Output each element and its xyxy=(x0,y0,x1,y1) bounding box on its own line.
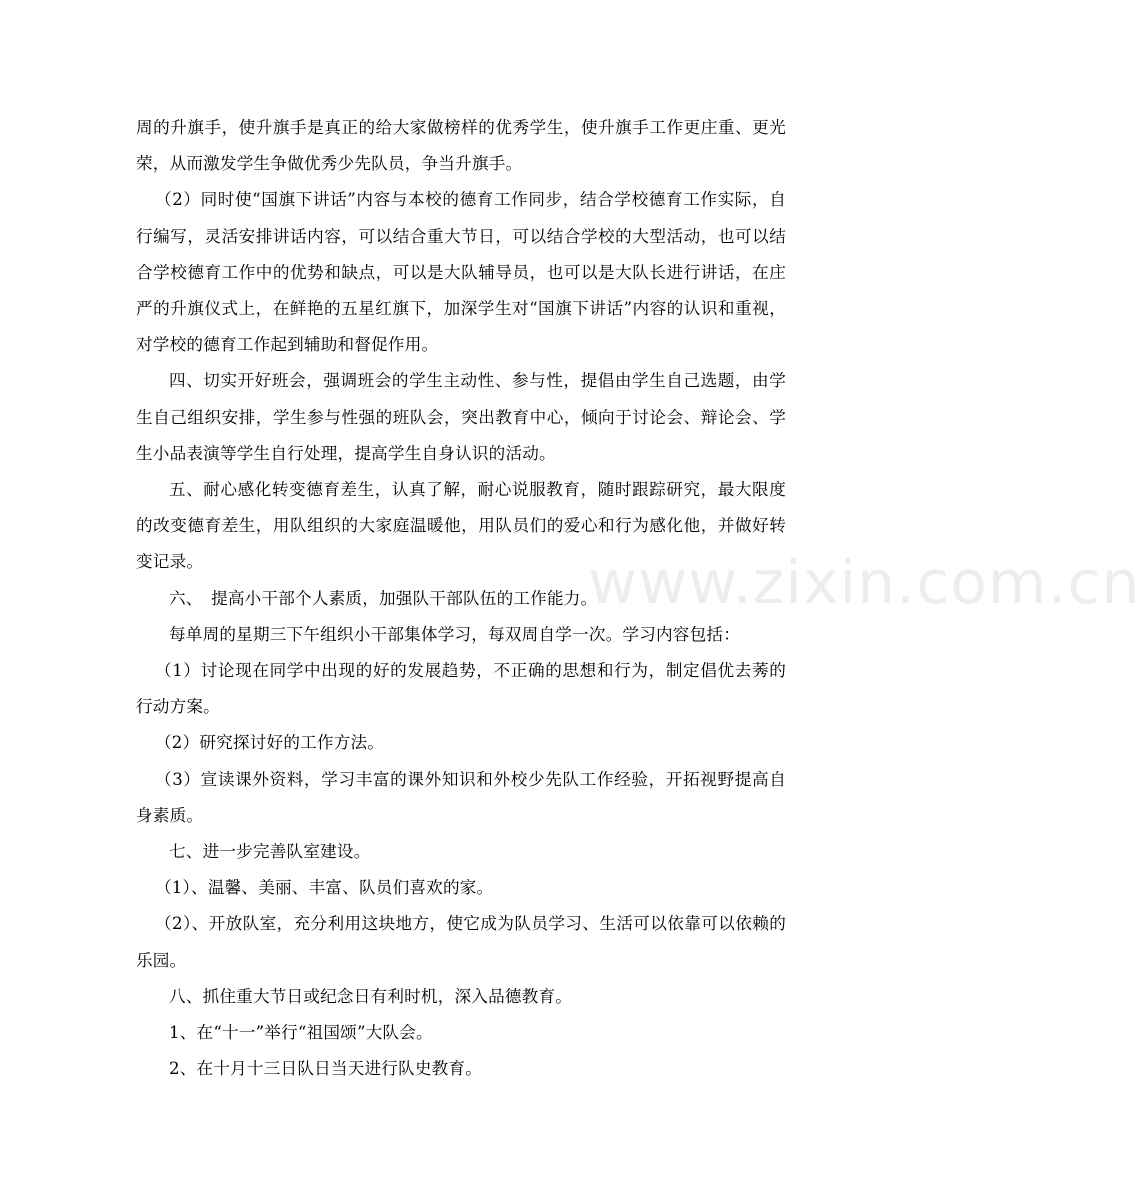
paragraph-item-3-reading: （3）宣读课外资料，学习丰富的课外知识和外校少先队工作经验，开拓视野提高自身素质。 xyxy=(136,769,786,825)
watermark: www.zixin.com.cn xyxy=(588,548,1140,618)
paragraph-section-seven: 七、进一步完善队室建设。 xyxy=(169,842,371,862)
paragraph-event-2: 2、在十月十三日队日当天进行队史教育。 xyxy=(169,1059,483,1079)
paragraph-speech-under-flag: （2）同时使“国旗下讲话”内容与本校的德育工作同步，结合学校德育工作实际，自行编写，灵活安排讲话内容，可以结合重大节日，可以结合学校的大型活动，也可以结合学校德育工作中的优势和缺点，可以是大队辅导员，也可以是大队长进行讲话，在庄严的升旗仪式上，在鲜艳的五星红旗下，加深学生对“国旗下讲话”内容的认识和重视，对学校的德育工作起到辅助和督促作用。 xyxy=(136,190,786,355)
paragraph-item-2-methods: （2）研究探讨好的工作方法。 xyxy=(155,733,385,753)
paragraph-room-item-2: （2）、开放队室，充分利用这块地方，使它成为队员学习、生活可以依靠可以依赖的乐园。 xyxy=(136,914,786,970)
paragraph-event-1: 1、在“十一”举行“祖国颂”大队会。 xyxy=(169,1023,433,1043)
paragraph-section-eight: 八、抓住重大节日或纪念日有利时机，深入品德教育。 xyxy=(169,986,573,1006)
paragraph-flag-bearer-continued: 周的升旗手，使升旗手是真正的给大家做榜样的优秀学生，使升旗手工作更庄重、更光荣，从而激发学生争做优秀少先队员，争当升旗手。 xyxy=(136,118,786,174)
paragraph-room-item-1: （1）、温馨、美丽、丰富、队员们喜欢的家。 xyxy=(155,878,494,898)
paragraph-section-four: 四、切实开好班会，强调班会的学生主动性、参与性，提倡由学生自己选题，由学生自己组织安排，学生参与性强的班队会，突出教育中心，倾向于讨论会、辩论会、学生小品表演等学生自行处理，提高学生自身认识的活动。 xyxy=(136,371,786,463)
paragraph-section-five: 五、耐心感化转变德育差生，认真了解，耐心说服教育，随时跟踪研究，最大限度的改变德育差生，用队组织的大家庭温暖他，用队员们的爱心和行为感化他，并做好转变记录。 xyxy=(136,480,786,572)
document-body xyxy=(136,110,786,1087)
paragraph-section-six: 六、 提高小干部个人素质，加强队干部队伍的工作能力。 xyxy=(169,588,598,608)
paragraph-study-schedule: 每单周的星期三下午组织小干部集体学习，每双周自学一次。学习内容包括： xyxy=(169,624,740,644)
paragraph-item-1-discussion: （1）讨论现在同学中出现的好的发展趋势，不正确的思想和行为，制定倡优去莠的行动方案。 xyxy=(136,661,786,717)
